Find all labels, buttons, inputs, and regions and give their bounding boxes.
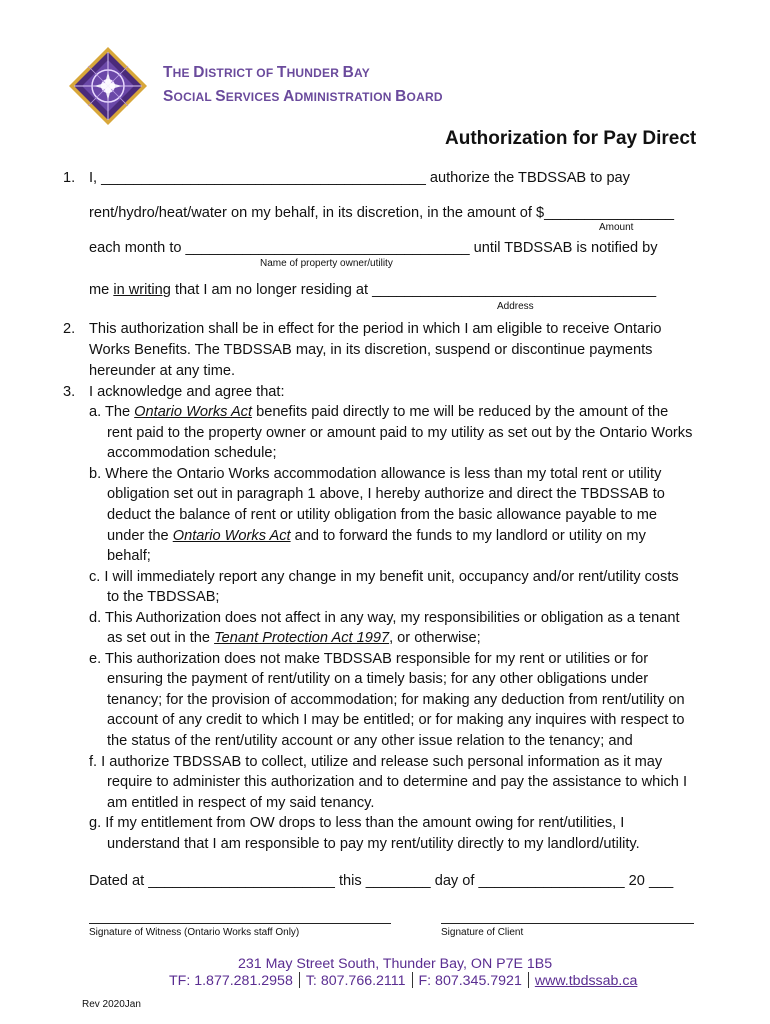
item-3d-line: d. This Authorization does not affect in any way, my responsibilities or obligation as a tenant (89, 610, 680, 626)
item-1-line-4: me in writing that I am no longer residing at ___________________________________ (89, 282, 657, 298)
item-3f-line: am entitled in respect of my said tenancy. (107, 795, 375, 811)
witness-signature-line[interactable] (89, 923, 391, 924)
item-3b-line: deduct the balance of rent or utility obligation from the basic allowance payable to me (107, 507, 658, 523)
item-3-number: 3. (63, 384, 76, 400)
item-3-intro: I acknowledge and agree that: (89, 384, 285, 400)
footer-contact (169, 972, 637, 989)
ontario-works-act-ref: Ontario Works Act (134, 404, 253, 420)
toll-free-number: TF: 1.877.281.2958 (169, 973, 293, 989)
item-3e-line: e. This authorization does not make TBDSSAB responsible for my rent or utilities or for (89, 651, 649, 667)
form-title: Authorization for Pay Direct (445, 128, 697, 149)
item-1-line-2: rent/hydro/heat/water on my behalf, in its discretion, in the amount of $________________ (89, 205, 674, 221)
separator (299, 972, 300, 988)
org-name-line2: SOCIAL SERVICES ADMINISTRATION BOARD (163, 88, 443, 105)
item-3f-line: require to administer this authorization and to determine and pay the assistance to which I (107, 774, 688, 790)
ontario-works-act-ref: Ontario Works Act (172, 528, 291, 544)
item-1-line-3: each month to ___________________________________ until TBDSSAB is notified by (89, 240, 658, 256)
revision-label: Rev 2020Jan (82, 999, 141, 1010)
footer-address: 231 May Street South, Thunder Bay, ON P7E 1B5 (238, 956, 553, 972)
item-3e-line: the status of the rent/utility account or any other issue relation to the tenancy; and (107, 733, 633, 749)
amount-label: Amount (599, 222, 634, 233)
item-3a-line: a. The Ontario Works Act benefits paid directly to me will be reduced by the amount of the (89, 404, 669, 420)
item-3b-line: behalf; (107, 548, 151, 564)
address-label: Address (497, 301, 534, 312)
witness-signature-label: Signature of Witness (Ontario Works staff Only) (89, 927, 300, 938)
client-signature-line[interactable] (441, 923, 694, 924)
item-3f-line: f. I authorize TBDSSAB to collect, utilize and release such personal information as it may (89, 754, 663, 770)
item-3a-line: rent paid to the property owner or amount paid to my utility as set out by the Ontario Works (107, 425, 693, 441)
item-3g-line: g. If my entitlement from OW drops to less than the amount owing for rent/utilities, I (89, 815, 625, 831)
fax-number: F: 807.345.7921 (418, 973, 522, 989)
client-signature-label: Signature of Client (441, 927, 524, 938)
in-writing-emphasis: in writing (113, 282, 171, 298)
item-3e-line: account of any credit to which I may be entitled; or for making any inquires with respect to (107, 712, 685, 728)
separator (412, 972, 413, 988)
tenant-protection-act-ref: Tenant Protection Act 1997 (214, 630, 390, 646)
item-2-line: hereunder at any time. (89, 363, 236, 379)
item-3b-line: b. Where the Ontario Works accommodation allowance is less than my total rent or utility (89, 466, 662, 482)
item-3b-line: obligation set out in paragraph 1 above, I hereby authorize and direct the TBDSSAB to (107, 486, 665, 502)
item-1-number: 1. (63, 170, 76, 186)
website-link[interactable]: www.tbdssab.ca (534, 973, 638, 989)
phone-number: T: 807.766.2111 (305, 973, 406, 989)
item-2-line: This authorization shall be in effect for the period in which I am eligible to receive Ontario (89, 321, 662, 337)
item-3a-line: accommodation schedule; (107, 445, 277, 461)
item-2-line: Works Benefits. The TBDSSAB may, in its discretion, suspend or discontinue payments (89, 342, 653, 358)
item-2-number: 2. (63, 321, 76, 337)
org-name-line1: THE DISTRICT OF THUNDER BAY (163, 64, 371, 81)
separator (528, 972, 529, 988)
item-3e-line: tenancy; for the provision of accommodation; for making any deduction from rent/utility on (107, 692, 685, 708)
tbdssab-logo (68, 46, 148, 126)
item-3d-line: as set out in the Tenant Protection Act 1997, or otherwise; (107, 630, 481, 646)
item-1-line-1: I, ________________________________________ authorize the TBDSSAB to pay (89, 170, 630, 186)
item-3c-line: c. I will immediately report any change in my benefit unit, occupancy and/or rent/utility costs (89, 569, 679, 585)
item-3c-line: to the TBDSSAB; (107, 589, 220, 605)
owner-label: Name of property owner/utility (260, 258, 393, 269)
item-3g-line: understand that I am responsible to pay my rent/utility directly to my landlord/utility. (107, 836, 640, 852)
item-3b-line: under the Ontario Works Act and to forward the funds to my landlord or utility on my (107, 528, 646, 544)
item-3e-line: ensuring the payment of rent/utility on a timely basis; for any other obligations under (107, 671, 649, 687)
dated-at-line[interactable]: Dated at _______________________ this ________ day of __________________ 20 ___ (89, 873, 674, 889)
